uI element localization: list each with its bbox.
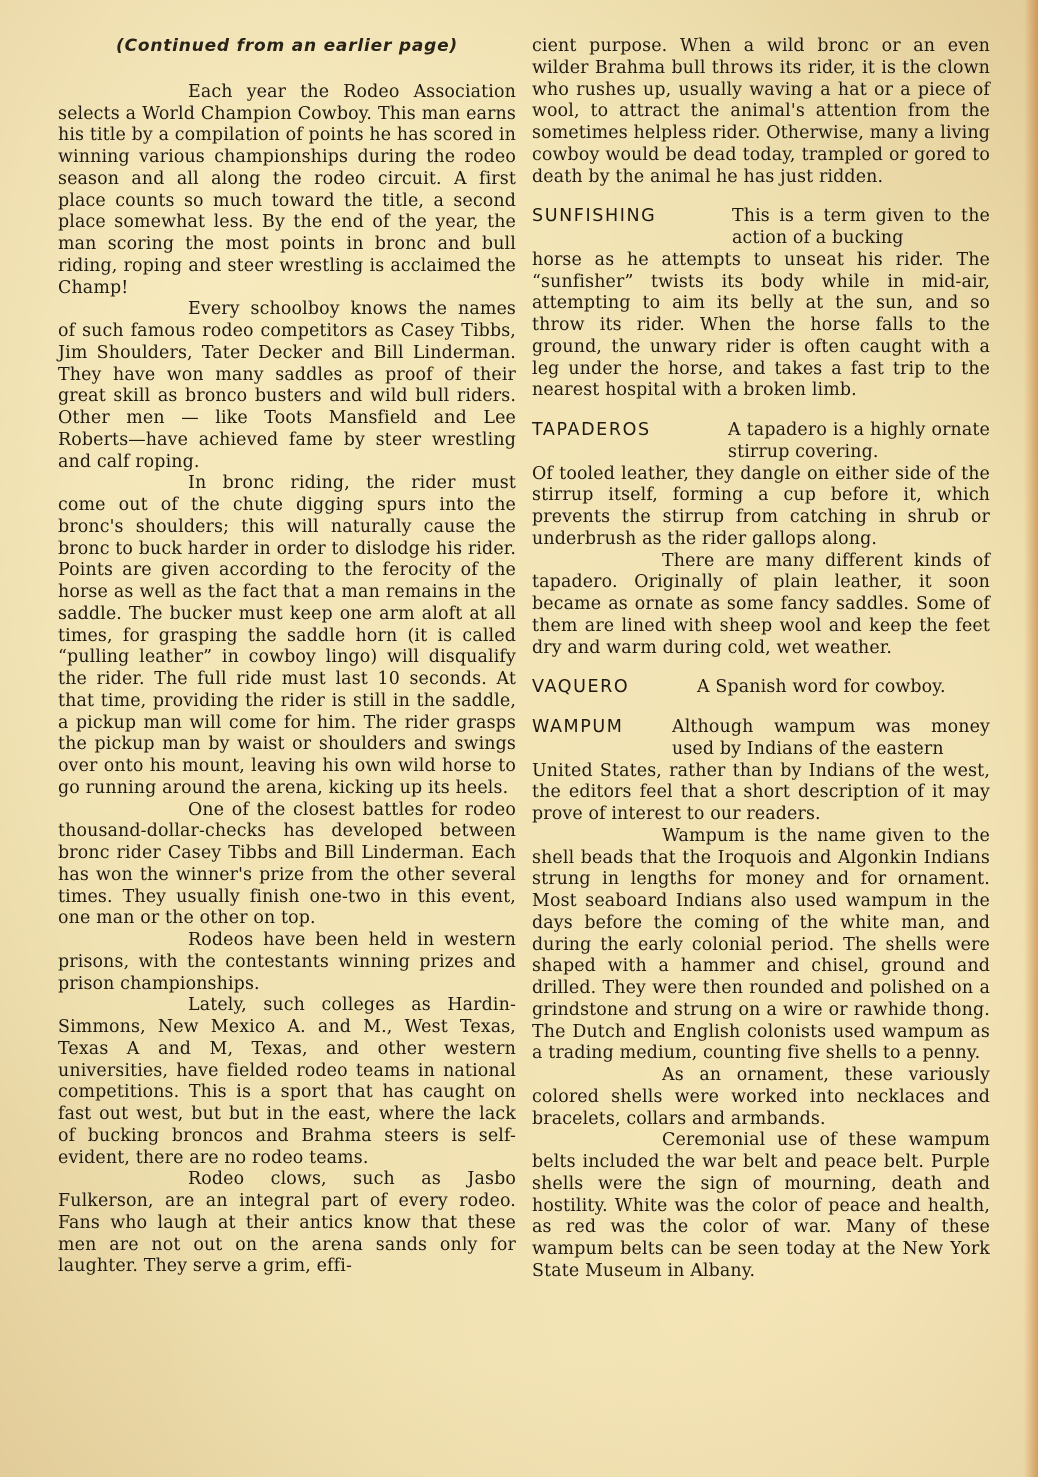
glossary-term: WAMPUM [532,717,624,737]
glossary-definition-continued: Of tooled leather, they dangle on either side of the stirrup itself, forming a cup before it, which prevents the stirrup from catching in shrub or underbrush as the rider gallops along. [532,463,990,549]
glossary-definition-continued: horse as he attempts to unseat his rider. The “sunfisher” twists its body while in mid-air, attempting to aim its belly at the sun, and so throw its rider. When the horse falls to the ground, the unwary rider is often caught with a leg under the horse, and takes a fast trip to the nearest hospital with a broken limb. [532,249,990,401]
glossary-definition: This is a term given to the action of a bucking [732,206,990,248]
continued-note: (Continued from an earlier page) [116,36,458,56]
right-column [532,36,990,1283]
glossary-definition-continued: United States, rather than by Indians of the west, the editors feel that a short description of it may prove of interest to our readers. [532,760,990,824]
paragraph-famous-competitors: Every schoolboy knows the names of such famous rodeo competitors as Casey Tibbs, Jim Shoulders, Tater Decker and Bill Linderman. They have won many saddles as proof of their great skill as bronco busters and wild bull riders. Other men — like Toots Mansfield and Lee Roberts—have achieved fame by steer wrestling and calf roping. [58,299,516,472]
paragraph-bronc-riding: In bronc riding, the rider must come out of the chute digging spurs into the bronc's shoulders; this will naturally cause the bronc to buck harder in order to dislodge his rider. Points are given according to the ferocity of the horse as well as the fact that a man remains in the saddle. The bucker must keep one arm aloft at all times, for grasping the saddle horn (it is called “pulling leather” in cowboy lingo) will disqualify the rider. The full ride must last 10 seconds. At that time, providing the rider is still in the saddle, a pickup man will come for him. The rider grasps the pickup man by waist or shoulders and swings over onto his mount, leaving his own wild horse to go running around the arena, kicking up its heels. [58,473,516,798]
article-page [58,36,990,1283]
glossary-entry-wampum [532,717,990,1283]
entry-head [532,206,990,250]
glossary-term: TAPADEROS [532,420,651,440]
paragraph-world-champion: Each year the Rodeo Association selects a World Champion Cowboy. This man earns his title by a compilation of points he has scored in winning various championships during the rodeo season and all along the rodeo circuit. A first place counts so much toward the title, a second place somewhat less. By the end of the year, the man scoring the most points in bronc and bull riding, roping and steer wrestling is acclaimed the Champ! [58,81,516,298]
paragraph-closest-battles: One of the closest battles for rodeo thousand-dollar-checks has developed between bronc rider Casey Tibbs and Bill Linderman. Each has won the winner's prize from the other several times. They usually finish one-two in this event, one man or the other on top. [58,799,516,929]
entry-head [532,420,990,464]
clown-paragraph-continuation: cient purpose. When a wild bronc or an even wilder Brahma bull throws its rider, it is the clown who rushes up, usually waving a hat or a piece of wool, to attract the animal's attention from the sometimes helpless rider. Otherwise, many a living cowboy would be dead today, trampled or gored to death by the animal he has just ridden. [532,36,990,187]
glossary-term: VAQUERO [532,677,630,698]
glossary-definition: Although wampum was money used by Indians of the eastern [672,717,990,759]
glossary-definition: A tapadero is a highly ornate stirrup covering. [728,420,990,462]
paragraph-prison-rodeos: Rodeos have been held in western prisons, with the contestants winning prizes and prison championships. [58,930,516,994]
glossary-extra-paragraph: Wampum is the name given to the shell beads that the Iroquois and Algonkin Indians strung in lengths for money and for ornament. Most seaboard Indians also used wampum in the days before the coming of the white man, and during the early colonial period. The shells were shaped with a hammer and chisel, ground and drilled. They were then rounded and polished on a grindstone and strung on a wire or rawhide thong. The Dutch and English colonists used wampum as a trading medium, counting five shells to a penny. [532,825,990,1064]
glossary-definition: A Spanish word for cowboy. [697,677,946,698]
entry-head [532,717,990,761]
glossary-extra-paragraph: Ceremonial use of these wampum belts included the war belt and peace belt. Purple shells were the sign of mourning, death and hostility. White was the color of peace and health, as red was the color of war. Many of these wampum belts can be seen today at the New York State Museum in Albany. [532,1130,990,1281]
entry-head [532,677,990,699]
page-edge-stain [1024,0,1038,1477]
paragraph-college-rodeo: Lately, such colleges as Hardin-Simmons, New Mexico A. and M., West Texas, Texas A and M, Texas, and other western universities, have fielded rodeo teams in national competitions. This is a sport that has caught on fast out west, but but in the east, where the lack of bucking broncos and Brahma steers is self-evident, there are no rodeo teams. [58,995,516,1168]
glossary-entry-vaquero [532,677,990,699]
glossary-extra-paragraph: As an ornament, these variously colored shells were worked into necklaces and bracelets, collars and armbands. [532,1065,990,1129]
left-column [58,36,516,1283]
paragraph-rodeo-clowns: Rodeo clows, such as Jasbo Fulkerson, are an integral part of every rodeo. Fans who laugh at their antics know that these men are not out on the arena sands only for laughter. They serve a grim, effi- [58,1169,516,1277]
glossary-term: SUNFISHING [532,206,657,227]
glossary-entry-tapaderos [532,420,990,659]
glossary-extra-paragraph: There are many different kinds of tapadero. Originally of plain leather, it soon became as ornate as some fancy saddles. Some of them are lined with sheep wool and keep the feet dry and warm during cold, wet weather. [532,550,990,658]
glossary-entry-sunfishing [532,206,990,402]
